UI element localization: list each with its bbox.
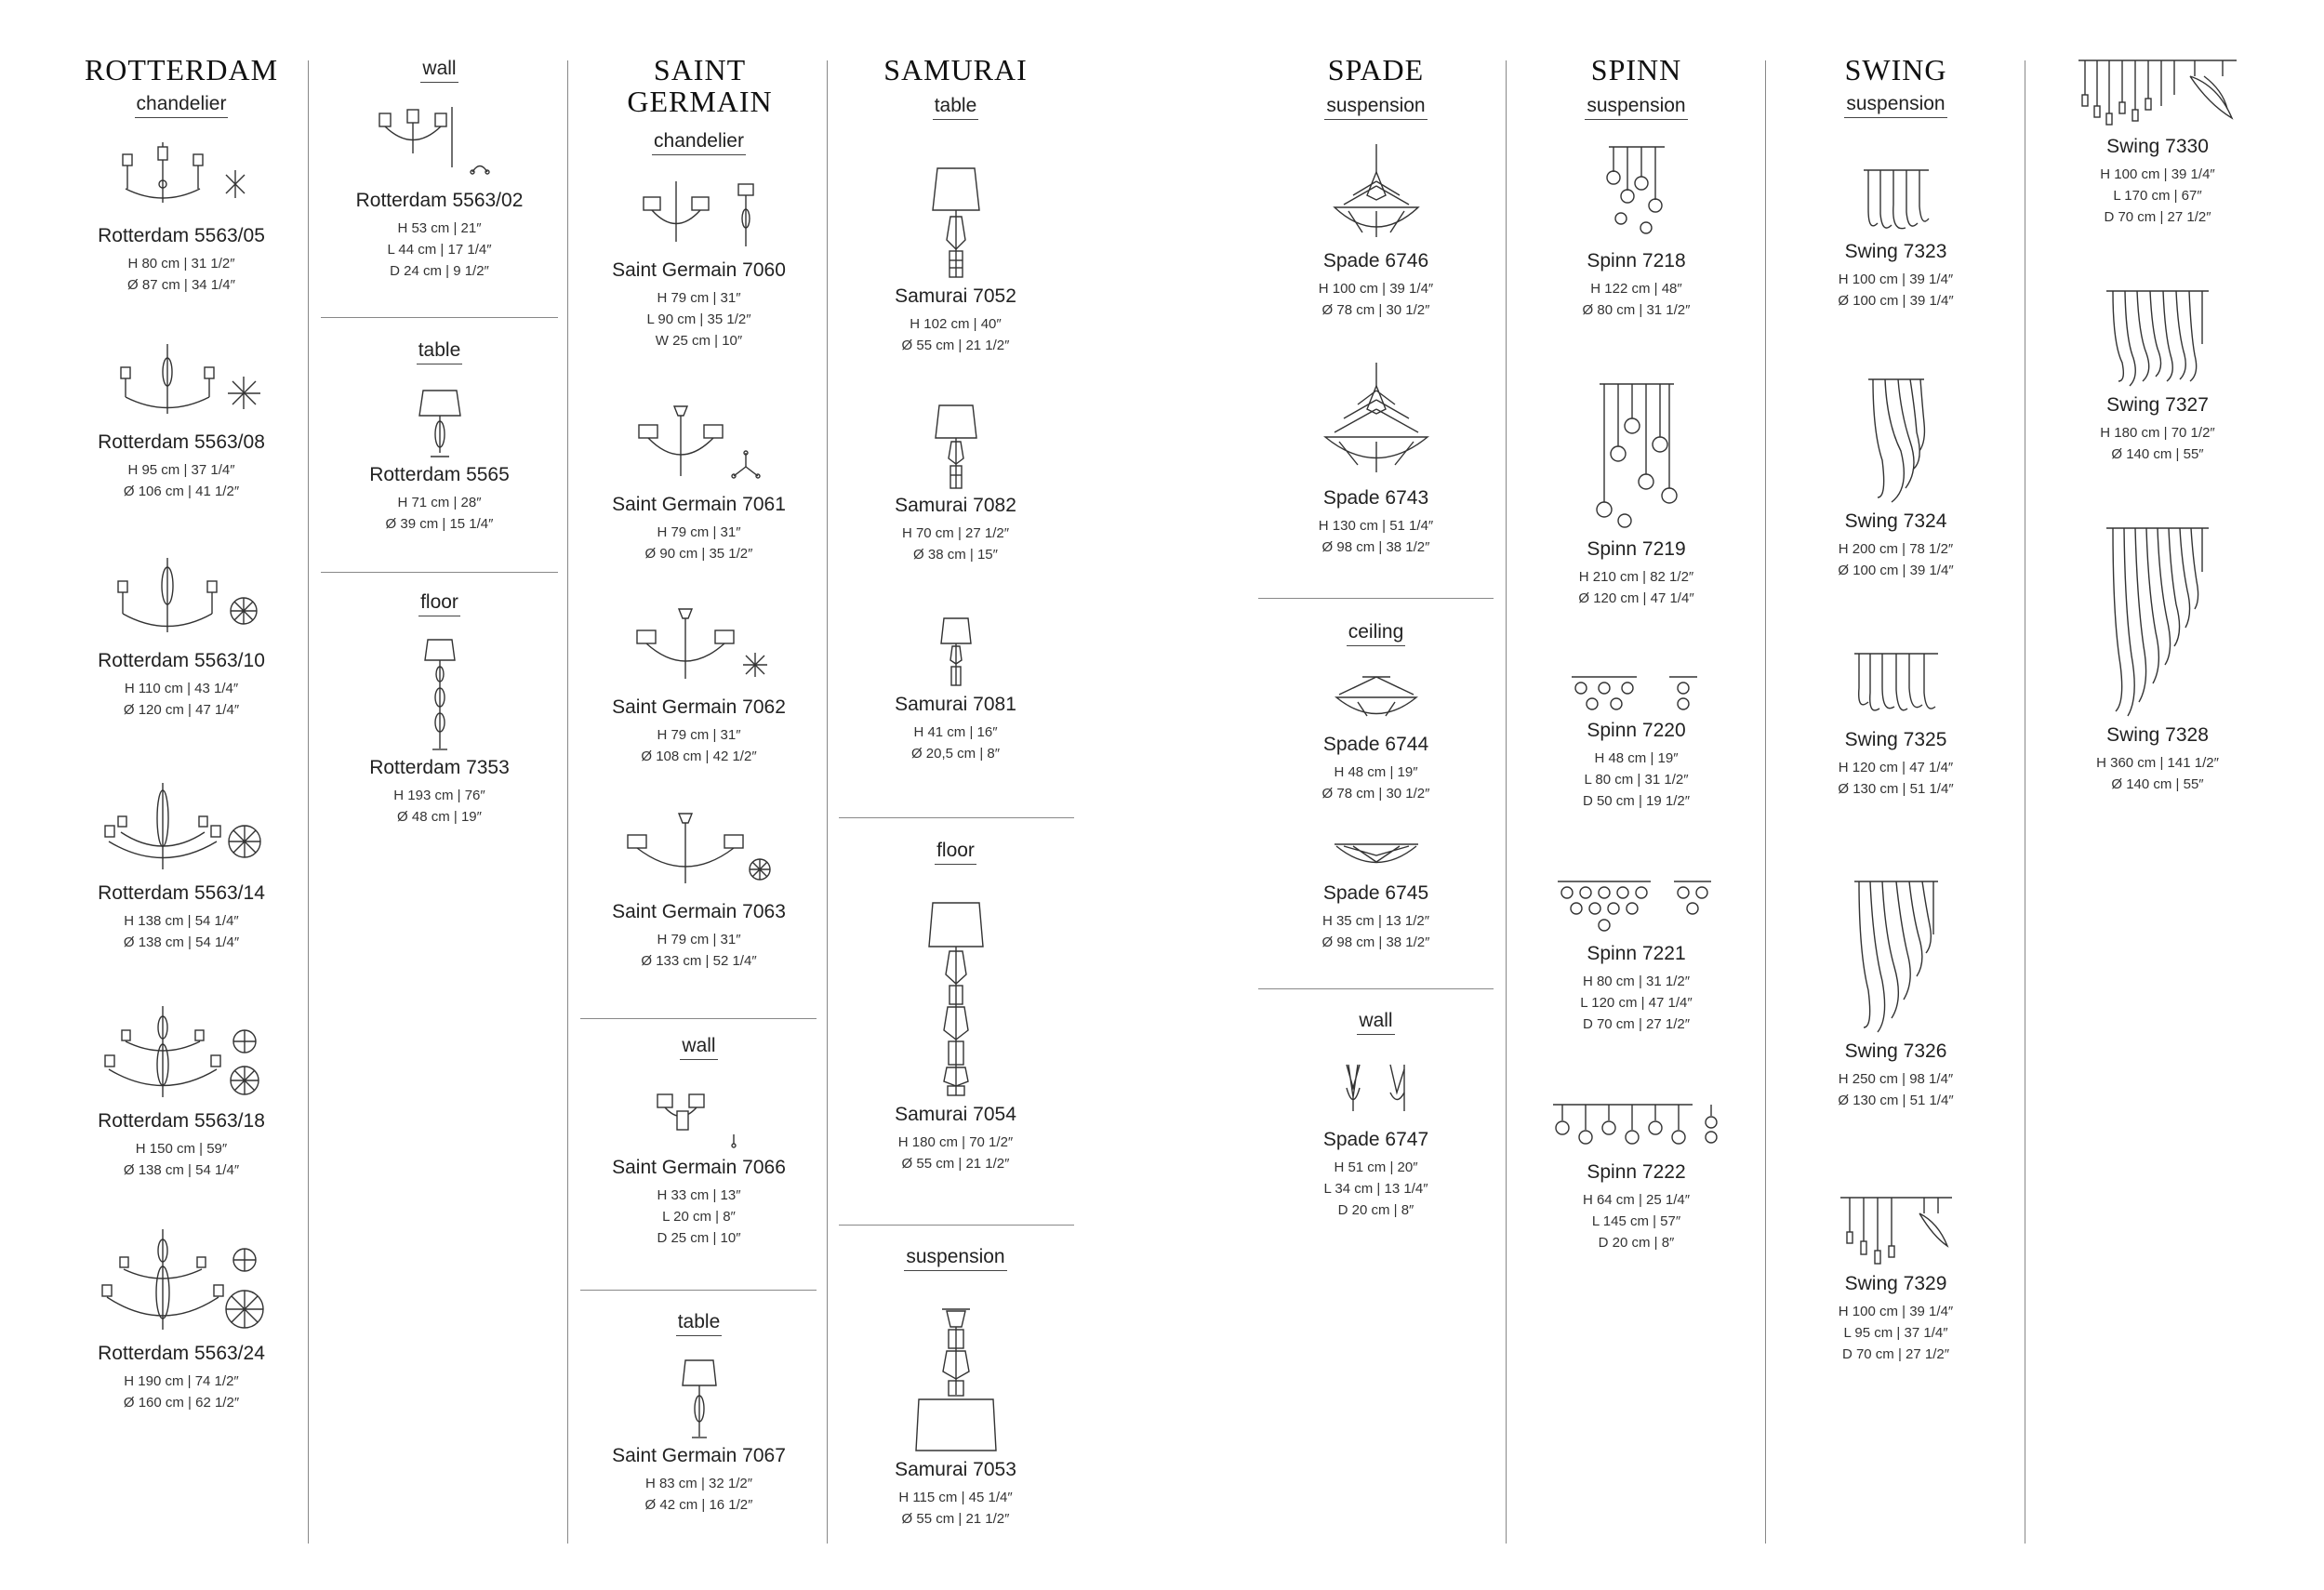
- product-spec: H 79 cm | 31″: [657, 524, 741, 540]
- product-name: Saint Germain 7063: [612, 901, 786, 922]
- product-item: [1778, 167, 2013, 311]
- product-item: [2037, 58, 2278, 228]
- product-spec: H 180 cm | 70 1/2″: [2100, 425, 2215, 441]
- product-name: Spinn 7221: [1587, 943, 1686, 964]
- product-name: Rotterdam 5563/08: [98, 431, 265, 453]
- product-spec: Ø 38 cm | 15″: [913, 547, 998, 563]
- category-label: suspension: [1519, 95, 1754, 120]
- category-label: chandelier: [56, 93, 307, 118]
- product-spec: H 70 cm | 27 1/2″: [901, 525, 1010, 541]
- chandelier-drawing: [98, 1227, 265, 1339]
- product-name: Samurai 7081: [895, 694, 1016, 715]
- product-item: [56, 553, 307, 721]
- suspension-lamp-drawing: [1859, 377, 1933, 507]
- suspension-lamp-drawing: [1850, 879, 1943, 1037]
- product-spec: H 64 cm | 25 1/4″: [1582, 1192, 1691, 1208]
- product-spec: H 130 cm | 51 1/4″: [1318, 518, 1434, 534]
- product-spec: H 53 cm | 21″: [397, 220, 482, 236]
- product-name: Spade 6745: [1322, 882, 1429, 904]
- product-item: [1519, 381, 1754, 609]
- product-name: Spade 6747: [1322, 1129, 1429, 1150]
- product-spec: H 80 cm | 31 1/2″: [1582, 974, 1691, 989]
- product-name: Swing 7329: [1844, 1273, 1947, 1294]
- product-item: [1258, 1060, 1494, 1221]
- product-name: Samurai 7053: [895, 1459, 1016, 1480]
- product-spec: H 100 cm | 39 1/4″: [1318, 281, 1434, 297]
- product-spec: L 34 cm | 13 1/4″: [1323, 1181, 1428, 1197]
- product-spec: H 95 cm | 37 1/4″: [127, 462, 235, 478]
- product-spec: H 100 cm | 39 1/4″: [2100, 166, 2215, 182]
- product-name: Swing 7327: [2106, 394, 2209, 416]
- product-spec: Ø 78 cm | 30 1/2″: [1321, 302, 1430, 318]
- product-name: Rotterdam 5563/18: [98, 1110, 265, 1132]
- product-spec: Ø 42 cm | 16 1/2″: [644, 1497, 753, 1513]
- chandelier-drawing: [630, 402, 769, 490]
- product-spec: H 210 cm | 82 1/2″: [1578, 569, 1694, 585]
- product-spec: L 145 cm | 57″: [1591, 1213, 1681, 1229]
- product-spec: Ø 55 cm | 21 1/2″: [901, 1156, 1010, 1172]
- product-spec: H 150 cm | 59″: [135, 1141, 228, 1157]
- section-divider: [839, 1225, 1074, 1226]
- product-spec: L 20 cm | 8″: [662, 1209, 736, 1225]
- product-item: [580, 1083, 817, 1249]
- collection-title: ROTTERDAM: [84, 53, 279, 86]
- product-spec: H 102 cm | 40″: [910, 316, 1002, 332]
- chandelier-drawing: [102, 553, 260, 646]
- product-spec: L 90 cm | 35 1/2″: [646, 311, 751, 327]
- product-spec: Ø 100 cm | 39 1/4″: [1838, 293, 1954, 309]
- product-spec: H 180 cm | 70 1/2″: [897, 1134, 1014, 1150]
- category-label: floor: [837, 840, 1074, 865]
- product-item: [56, 138, 307, 296]
- product-spec: Ø 130 cm | 51 1/4″: [1838, 781, 1954, 797]
- product-spec: D 20 cm | 8″: [1598, 1235, 1675, 1251]
- product-name: Spinn 7219: [1587, 538, 1686, 560]
- product-name: Swing 7324: [1844, 510, 1947, 532]
- category-label: wall: [321, 58, 558, 83]
- product-item: [837, 166, 1074, 356]
- product-spec: L 95 cm | 37 1/4″: [1843, 1325, 1948, 1341]
- product-item: [56, 1227, 307, 1413]
- column-divider: [567, 60, 568, 1544]
- table-lamp-drawing: [919, 166, 993, 282]
- product-spec: H 110 cm | 43 1/4″: [124, 681, 239, 696]
- product-name: Samurai 7052: [895, 285, 1016, 307]
- suspension-lamp-drawing: [1586, 381, 1688, 535]
- category-label: table: [837, 95, 1074, 120]
- product-spec: H 190 cm | 74 1/2″: [124, 1373, 239, 1389]
- chandelier-drawing: [625, 809, 774, 897]
- section-divider: [321, 572, 558, 573]
- product-name: Rotterdam 7353: [369, 757, 510, 778]
- product-name: Rotterdam 5563/14: [98, 882, 265, 904]
- product-spec: Ø 138 cm | 54 1/4″: [123, 934, 240, 950]
- product-spec: Ø 120 cm | 47 1/4″: [123, 702, 240, 718]
- product-item: [321, 386, 558, 535]
- product-spec: H 83 cm | 32 1/2″: [644, 1476, 753, 1491]
- product-item: [1778, 377, 2013, 581]
- product-item: [1519, 879, 1754, 1035]
- section-divider: [1258, 988, 1494, 989]
- product-name: Swing 7325: [1844, 729, 1947, 750]
- product-spec: Ø 100 cm | 39 1/4″: [1838, 563, 1954, 578]
- product-spec: H 79 cm | 31″: [657, 932, 741, 947]
- column-divider: [308, 60, 309, 1544]
- chandelier-drawing: [107, 138, 256, 221]
- category-label: chandelier: [580, 130, 817, 155]
- product-item: [837, 616, 1074, 764]
- product-spec: Ø 39 cm | 15 1/4″: [385, 516, 494, 532]
- product-name: Swing 7326: [1844, 1040, 1947, 1062]
- ceiling-lamp-drawing: [1325, 841, 1428, 879]
- collection-title: SWING: [1844, 53, 1947, 86]
- product-spec: Ø 138 cm | 54 1/4″: [123, 1162, 240, 1178]
- category-label: ceiling: [1258, 621, 1494, 646]
- product-spec: D 24 cm | 9 1/2″: [390, 263, 489, 279]
- product-name: Rotterdam 5563/05: [98, 225, 265, 246]
- table-lamp-drawing: [662, 1358, 737, 1441]
- section-divider: [580, 1290, 817, 1291]
- product-name: Saint Germain 7062: [612, 696, 786, 718]
- product-name: Spade 6743: [1322, 487, 1429, 509]
- product-name: Spinn 7222: [1587, 1161, 1686, 1183]
- product-name: Saint Germain 7061: [612, 494, 786, 515]
- product-spec: Ø 48 cm | 19″: [397, 809, 482, 825]
- product-spec: H 48 cm | 19″: [1334, 764, 1418, 780]
- product-spec: Ø 140 cm | 55″: [2111, 776, 2204, 792]
- product-spec: Ø 87 cm | 34 1/4″: [127, 277, 235, 293]
- category-label: suspension: [837, 1246, 1074, 1271]
- table-lamp-drawing: [919, 403, 993, 491]
- product-item: [56, 339, 307, 502]
- column-divider: [1506, 60, 1507, 1544]
- chandelier-drawing: [98, 1004, 265, 1106]
- collection-title: SAMURAI: [883, 53, 1028, 86]
- category-label: wall: [1258, 1010, 1494, 1035]
- product-item: [321, 102, 558, 282]
- product-item: [580, 177, 817, 351]
- product-spec: H 360 cm | 141 1/2″: [2096, 755, 2219, 771]
- table-lamp-drawing: [403, 386, 477, 460]
- product-item: [321, 637, 558, 828]
- chandelier-drawing: [102, 339, 260, 428]
- product-spec: D 70 cm | 27 1/2″: [2104, 209, 2211, 225]
- product-item: [1258, 144, 1494, 321]
- floor-lamp-drawing: [403, 637, 477, 753]
- product-spec: Ø 108 cm | 42 1/2″: [641, 749, 757, 764]
- product-spec: D 70 cm | 27 1/2″: [1582, 1016, 1691, 1032]
- product-item: [56, 781, 307, 953]
- product-spec: H 79 cm | 31″: [657, 727, 741, 743]
- suspension-lamp-drawing: [2102, 525, 2213, 721]
- table-lamp-drawing: [919, 616, 993, 690]
- column-divider: [827, 60, 828, 1544]
- product-spec: H 120 cm | 47 1/4″: [1838, 760, 1954, 775]
- product-name: Spinn 7218: [1587, 250, 1686, 272]
- product-spec: H 33 cm | 13″: [657, 1187, 741, 1203]
- product-name: Spade 6746: [1322, 250, 1429, 272]
- ceiling-lamp-drawing: [1325, 674, 1428, 730]
- product-spec: H 138 cm | 54 1/4″: [124, 913, 239, 929]
- suspension-lamp-drawing: [1553, 879, 1720, 939]
- suspension-lamp-drawing: [1854, 167, 1938, 237]
- category-label: table: [580, 1311, 817, 1336]
- product-name: Spinn 7220: [1587, 720, 1686, 741]
- product-name: Swing 7323: [1844, 241, 1947, 262]
- product-item: [2037, 288, 2278, 465]
- product-spec: H 122 cm | 48″: [1590, 281, 1682, 297]
- product-item: [837, 403, 1074, 565]
- suspension-lamp-drawing: [1850, 651, 1943, 725]
- suspension-lamp-drawing: [2102, 288, 2213, 391]
- product-name: Saint Germain 7066: [612, 1157, 786, 1178]
- suspension-lamp-drawing: [910, 1306, 1003, 1455]
- product-item: [837, 900, 1074, 1174]
- section-divider: [839, 817, 1074, 818]
- product-item: [1258, 363, 1494, 558]
- product-spec: Ø 130 cm | 51 1/4″: [1838, 1093, 1954, 1108]
- floor-lamp-drawing: [914, 900, 998, 1100]
- column-divider: [1765, 60, 1766, 1544]
- product-name: Samurai 7082: [895, 495, 1016, 516]
- wall-lamp-drawing: [1339, 1060, 1414, 1125]
- product-spec: D 50 cm | 19 1/2″: [1582, 793, 1691, 809]
- product-spec: Ø 140 cm | 55″: [2111, 446, 2204, 462]
- product-spec: Ø 20,5 cm | 8″: [910, 746, 1001, 762]
- collection-title: SPINN: [1590, 53, 1682, 86]
- wall-lamp-drawing: [370, 102, 510, 186]
- suspension-lamp-drawing: [1562, 674, 1711, 716]
- suspension-lamp-drawing: [1316, 363, 1437, 484]
- suspension-lamp-drawing: [1321, 144, 1432, 246]
- suspension-lamp-drawing: [2074, 58, 2241, 132]
- product-name: Spade 6744: [1322, 734, 1429, 755]
- section-divider: [580, 1018, 817, 1019]
- category-label: suspension: [1258, 95, 1494, 120]
- product-item: [1258, 674, 1494, 804]
- category-label: wall: [580, 1035, 817, 1060]
- product-item: [837, 1306, 1074, 1530]
- product-name: Rotterdam 5565: [369, 464, 510, 485]
- product-item: [1778, 1195, 2013, 1365]
- product-name: Rotterdam 5563/10: [98, 650, 265, 671]
- product-name: Rotterdam 5563/02: [355, 190, 524, 211]
- product-name: Saint Germain 7060: [612, 259, 786, 281]
- product-spec: H 80 cm | 31 1/2″: [127, 256, 235, 272]
- product-item: [580, 604, 817, 767]
- product-item: [1519, 144, 1754, 321]
- product-spec: L 120 cm | 47 1/4″: [1580, 995, 1693, 1011]
- product-spec: H 200 cm | 78 1/2″: [1838, 541, 1954, 557]
- product-spec: H 193 cm | 76″: [393, 788, 485, 803]
- product-item: [580, 402, 817, 564]
- product-spec: L 80 cm | 31 1/2″: [1584, 772, 1689, 788]
- chandelier-drawing: [98, 781, 265, 879]
- suspension-lamp-drawing: [1595, 144, 1679, 246]
- product-name: Swing 7330: [2106, 136, 2209, 157]
- product-spec: H 41 cm | 16″: [913, 724, 998, 740]
- product-item: [1778, 879, 2013, 1111]
- product-spec: Ø 78 cm | 30 1/2″: [1321, 786, 1430, 802]
- product-spec: H 48 cm | 19″: [1594, 750, 1679, 766]
- product-item: [580, 809, 817, 972]
- product-item: [1519, 674, 1754, 812]
- collection-title: SPADE: [1327, 53, 1425, 86]
- product-item: [2037, 525, 2278, 795]
- product-name: Rotterdam 5563/24: [98, 1343, 265, 1364]
- product-item: [1519, 1102, 1754, 1253]
- product-spec: Ø 55 cm | 21 1/2″: [901, 338, 1010, 353]
- product-name: Swing 7328: [2106, 724, 2209, 746]
- product-spec: Ø 55 cm | 21 1/2″: [901, 1511, 1010, 1527]
- product-name: Samurai 7054: [895, 1104, 1016, 1125]
- product-spec: Ø 90 cm | 35 1/2″: [644, 546, 753, 562]
- category-label: suspension: [1778, 93, 2013, 118]
- product-item: [1258, 841, 1494, 953]
- product-spec: D 70 cm | 27 1/2″: [1841, 1346, 1950, 1362]
- product-spec: H 100 cm | 39 1/4″: [1838, 1304, 1954, 1319]
- product-item: [56, 1004, 307, 1181]
- product-spec: Ø 106 cm | 41 1/2″: [123, 484, 240, 499]
- product-spec: Ø 133 cm | 52 1/4″: [641, 953, 757, 969]
- product-spec: Ø 80 cm | 31 1/2″: [1582, 302, 1691, 318]
- product-spec: H 100 cm | 39 1/4″: [1838, 272, 1954, 287]
- section-divider: [321, 317, 558, 318]
- product-spec: H 71 cm | 28″: [397, 495, 482, 510]
- product-item: [580, 1358, 817, 1516]
- product-spec: H 35 cm | 13 1/2″: [1321, 913, 1430, 929]
- category-label: table: [321, 339, 558, 364]
- suspension-lamp-drawing: [1836, 1195, 1957, 1269]
- chandelier-drawing: [634, 177, 764, 256]
- wall-lamp-drawing: [648, 1083, 750, 1153]
- product-spec: L 44 cm | 17 1/4″: [387, 242, 492, 258]
- chandelier-drawing: [630, 604, 769, 693]
- product-spec: H 250 cm | 98 1/4″: [1838, 1071, 1954, 1087]
- product-spec: D 25 cm | 10″: [657, 1230, 741, 1246]
- product-spec: H 51 cm | 20″: [1334, 1159, 1418, 1175]
- product-spec: Ø 98 cm | 38 1/2″: [1321, 539, 1430, 555]
- section-divider: [1258, 598, 1494, 599]
- product-spec: L 170 cm | 67″: [2113, 188, 2202, 204]
- product-spec: W 25 cm | 10″: [655, 333, 743, 349]
- product-spec: H 79 cm | 31″: [657, 290, 741, 306]
- collection-title: SAINT GERMAIN: [627, 53, 773, 118]
- product-spec: Ø 160 cm | 62 1/2″: [123, 1395, 240, 1411]
- product-name: Saint Germain 7067: [612, 1445, 786, 1466]
- product-spec: Ø 98 cm | 38 1/2″: [1321, 934, 1430, 950]
- category-label: floor: [321, 591, 558, 616]
- suspension-lamp-drawing: [1548, 1102, 1725, 1158]
- product-item: [1778, 651, 2013, 800]
- product-spec: D 20 cm | 8″: [1337, 1202, 1414, 1218]
- product-spec: H 115 cm | 45 1/4″: [898, 1490, 1013, 1505]
- product-spec: Ø 120 cm | 47 1/4″: [1578, 590, 1694, 606]
